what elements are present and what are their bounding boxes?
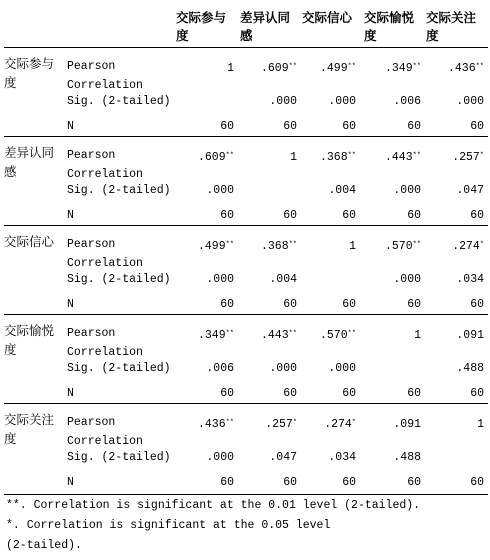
- cell-n: 60: [470, 387, 484, 400]
- cell-correlation: [426, 240, 484, 254]
- significance-marker: **: [288, 63, 297, 71]
- cell-sig: .000: [328, 362, 356, 375]
- cell-n: 60: [342, 387, 356, 400]
- cell-correlation: [426, 418, 484, 432]
- cell-correlation: [363, 418, 421, 432]
- cell-n: 60: [342, 120, 356, 133]
- cell-sig: .000: [393, 273, 421, 286]
- cell-n: 60: [342, 476, 356, 489]
- cell-correlation: [239, 329, 297, 343]
- significance-marker: **: [412, 152, 421, 160]
- cell-value: .609: [260, 62, 289, 75]
- column-header: 差异认同感: [240, 10, 291, 43]
- cell-correlation: [176, 329, 234, 343]
- cell-sig: .034: [328, 451, 356, 464]
- column-header: 交际关注度: [426, 10, 477, 43]
- cell-n: 60: [283, 120, 297, 133]
- significance-marker: **: [347, 63, 356, 71]
- significance-marker: **: [347, 152, 356, 160]
- significance-marker: **: [225, 330, 234, 338]
- cell-correlation: [298, 418, 356, 432]
- cell-sig: .000: [206, 273, 234, 286]
- stat-label: N: [67, 476, 74, 489]
- cell-value: .274: [452, 240, 480, 253]
- cell-value: .443: [384, 151, 413, 164]
- cell-value: .570: [384, 240, 413, 253]
- significance-marker: *: [479, 152, 484, 160]
- cell-n: 60: [470, 209, 484, 222]
- cell-sig: .047: [456, 184, 484, 197]
- cell-correlation: [239, 151, 297, 165]
- stat-label: Pearson Correlation: [67, 149, 143, 181]
- column-header: 交际信心: [302, 10, 353, 25]
- cell-value: .499: [197, 240, 226, 253]
- cell-value: 1: [227, 62, 234, 75]
- row-group: [4, 226, 488, 315]
- cell-value: .091: [456, 329, 484, 342]
- significance-marker: **: [225, 152, 234, 160]
- cell-correlation: [176, 62, 234, 76]
- cell-value: .257: [265, 418, 293, 431]
- significance-marker: **: [347, 330, 356, 338]
- row-label: 交际愉悦度: [4, 323, 55, 357]
- cell-sig: .000: [206, 451, 234, 464]
- stat-label: Pearson Correlation: [67, 60, 143, 92]
- cell-correlation: [298, 329, 356, 343]
- cell-correlation: [426, 329, 484, 343]
- cell-value: .570: [319, 329, 348, 342]
- significance-marker: *: [479, 241, 484, 249]
- cell-correlation: [298, 240, 356, 254]
- cell-correlation: [239, 418, 297, 432]
- table-notes: [6, 496, 420, 556]
- stat-label: N: [67, 120, 74, 133]
- cell-n: 60: [342, 209, 356, 222]
- significance-marker: **: [288, 330, 297, 338]
- cell-sig: .047: [269, 451, 297, 464]
- stat-label: N: [67, 298, 74, 311]
- row-label: 交际信心: [4, 234, 55, 249]
- significance-marker: **: [225, 419, 234, 427]
- cell-correlation: [298, 62, 356, 76]
- cell-value: .443: [260, 329, 289, 342]
- correlation-table: [4, 5, 488, 495]
- cell-value: .436: [197, 418, 226, 431]
- stat-label: Sig. (2-tailed): [67, 362, 171, 375]
- table-header: [4, 5, 488, 48]
- cell-n: 60: [283, 209, 297, 222]
- stat-label: Pearson Correlation: [67, 327, 143, 359]
- row-group: [4, 137, 488, 226]
- cell-correlation: [363, 240, 421, 254]
- column-header: 交际愉悦度: [364, 10, 415, 43]
- significance-marker: **: [412, 63, 421, 71]
- cell-correlation: [426, 151, 484, 165]
- cell-n: 60: [220, 120, 234, 133]
- cell-sig: .000: [269, 95, 297, 108]
- stat-label: Pearson Correlation: [67, 416, 143, 448]
- cell-value: .349: [384, 62, 413, 75]
- cell-n: 60: [220, 298, 234, 311]
- cell-n: 60: [470, 298, 484, 311]
- cell-sig: .000: [456, 95, 484, 108]
- cell-n: 60: [220, 209, 234, 222]
- stat-label: N: [67, 387, 74, 400]
- stat-label: Sig. (2-tailed): [67, 451, 171, 464]
- cell-value: .499: [319, 62, 348, 75]
- cell-sig: .000: [328, 95, 356, 108]
- cell-value: .091: [393, 418, 421, 431]
- cell-correlation: [363, 329, 421, 343]
- significance-marker: *: [351, 419, 356, 427]
- cell-value: 1: [349, 240, 356, 253]
- significance-marker: **: [412, 241, 421, 249]
- cell-sig: .006: [393, 95, 421, 108]
- column-header: 交际参与度: [176, 10, 227, 43]
- row-group: [4, 404, 488, 495]
- cell-n: 60: [283, 298, 297, 311]
- significance-marker: **: [288, 241, 297, 249]
- cell-correlation: [298, 151, 356, 165]
- row-label: 差异认同感: [4, 145, 55, 179]
- cell-sig: .004: [328, 184, 356, 197]
- cell-n: 60: [220, 476, 234, 489]
- cell-correlation: [176, 151, 234, 165]
- cell-value: 1: [477, 418, 484, 431]
- cell-n: 60: [283, 387, 297, 400]
- significance-marker: *: [292, 419, 297, 427]
- cell-sig: .004: [269, 273, 297, 286]
- row-group: [4, 48, 488, 137]
- cell-n: 60: [342, 298, 356, 311]
- cell-correlation: [176, 418, 234, 432]
- stat-label: Sig. (2-tailed): [67, 95, 171, 108]
- cell-n: 60: [283, 476, 297, 489]
- cell-n: 60: [470, 120, 484, 133]
- cell-n: 60: [407, 387, 421, 400]
- cell-value: .609: [197, 151, 226, 164]
- cell-value: .349: [197, 329, 226, 342]
- note-line: **. Correlation is significant at the 0.01 level (2-tailed).: [6, 499, 421, 512]
- table-body: [4, 48, 488, 495]
- note-line: *. Correlation is significant at the 0.05 level: [6, 519, 331, 532]
- stat-label: N: [67, 209, 74, 222]
- cell-correlation: [239, 62, 297, 76]
- cell-value: .257: [452, 151, 480, 164]
- cell-value: .436: [447, 62, 476, 75]
- row-label: 交际参与度: [4, 56, 55, 90]
- cell-sig: .006: [206, 362, 234, 375]
- row-label: 交际关注度: [4, 412, 55, 446]
- cell-sig: .488: [393, 451, 421, 464]
- significance-marker: **: [225, 241, 234, 249]
- cell-value: 1: [414, 329, 421, 342]
- cell-correlation: [239, 240, 297, 254]
- cell-value: .368: [260, 240, 289, 253]
- cell-n: 60: [407, 298, 421, 311]
- note-line: (2-tailed).: [6, 539, 82, 552]
- cell-value: .368: [319, 151, 348, 164]
- significance-marker: **: [475, 63, 484, 71]
- cell-n: 60: [407, 209, 421, 222]
- row-group: [4, 315, 488, 404]
- cell-sig: .000: [393, 184, 421, 197]
- cell-correlation: [363, 151, 421, 165]
- cell-n: 60: [470, 476, 484, 489]
- stat-label: Sig. (2-tailed): [67, 273, 171, 286]
- cell-value: 1: [290, 151, 297, 164]
- stat-label: Sig. (2-tailed): [67, 184, 171, 197]
- cell-n: 60: [407, 120, 421, 133]
- cell-correlation: [176, 240, 234, 254]
- cell-sig: .488: [456, 362, 484, 375]
- cell-correlation: [363, 62, 421, 76]
- stat-label: Pearson Correlation: [67, 238, 143, 270]
- cell-n: 60: [407, 476, 421, 489]
- cell-value: .274: [324, 418, 352, 431]
- cell-sig: .034: [456, 273, 484, 286]
- cell-n: 60: [220, 387, 234, 400]
- cell-sig: .000: [269, 362, 297, 375]
- cell-correlation: [426, 62, 484, 76]
- cell-sig: .000: [206, 184, 234, 197]
